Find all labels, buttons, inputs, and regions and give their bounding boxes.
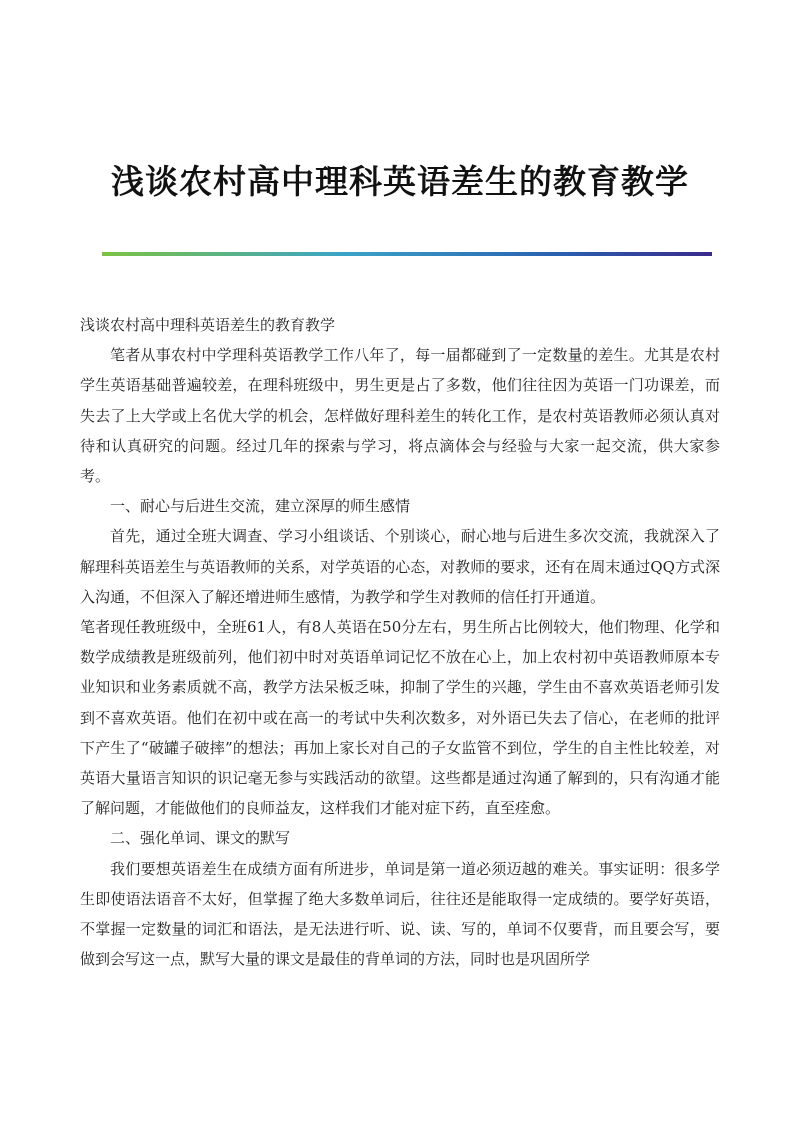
paragraph: 首先，通过全班大调查、学习小组谈话、个别谈心，耐心地与后进生多次交流，我就深入了解理科英语差生与英语教师的关系，对学英语的心态，对教师的要求，还有在周末通过QQ方式深入沟通，不但深入了解还增进师生感情，为教学和学生对教师的信任打开通道。 [80, 527, 720, 606]
paragraph: 我们要想英语差生在成绩方面有所进步，单词是第一道必须迈越的难关。事实证明：很多学生即使语法语音不太好，但掌握了绝大多数单词后，往往还是能取得一定成绩的。要学好英语，不掌握一定数量的词汇和语法，是无法进行听、说、读、写的，单词不仅要背，而且要会写，要做到会写这一点，默写大量的课文是最佳的背单词的方法，同时也是巩固所学 [80, 859, 720, 969]
section-heading: 一、耐心与后进生交流，建立深厚的师生感情 [110, 497, 411, 516]
document-subtitle: 浅谈农村高中理科英语差生的教育教学 [80, 316, 336, 334]
paragraph: 笔者现任教班级中，全班61人，有8人英语在50分左右，男生所占比例较大，他们物理、化学和数学成绩教是班级前列，他们初中时对英语单词记忆不放在心上，加上农村初中英语教师原本专业知识和业务素质就不高，教学方法呆板乏味，抑制了学生的兴趣，学生由不喜欢英语老师引发到不喜欢英语。他们在初中或在高一的考试中失利次数多，对外语已失去了信心，在老师的批评下产生了“破罐子破摔”的想法；再加上家长对自己的子女监管不到位，学生的自主性比较差，对英语大量语言知识的识记毫无参与实践活动的欲望。这些都是通过沟通了解到的，只有沟通才能了解问题，才能做他们的良师益友，这样我们才能对症下药，直至痊愈。 [80, 618, 720, 818]
section-heading: 二、强化单词、课文的默写 [110, 829, 291, 848]
document-title: 浅谈农村高中理科英语差生的教育教学 [111, 162, 689, 201]
document-body [80, 310, 720, 974]
paragraph: 笔者从事农村中学理科英语教学工作八年了，每一届都碰到了一定数量的差生。尤其是农村学生英语基础普遍较差，在理科班级中，男生更是占了多数，他们往往因为英语一门功课差，而失去了上大学或上名优大学的机会，怎样做好理科差生的转化工作，是农村英语教师必须认真对待和认真研究的问题。经过几年的探索与学习，将点滴体会与经验与大家一起交流，供大家参考。 [80, 346, 720, 486]
title-divider [102, 252, 712, 256]
